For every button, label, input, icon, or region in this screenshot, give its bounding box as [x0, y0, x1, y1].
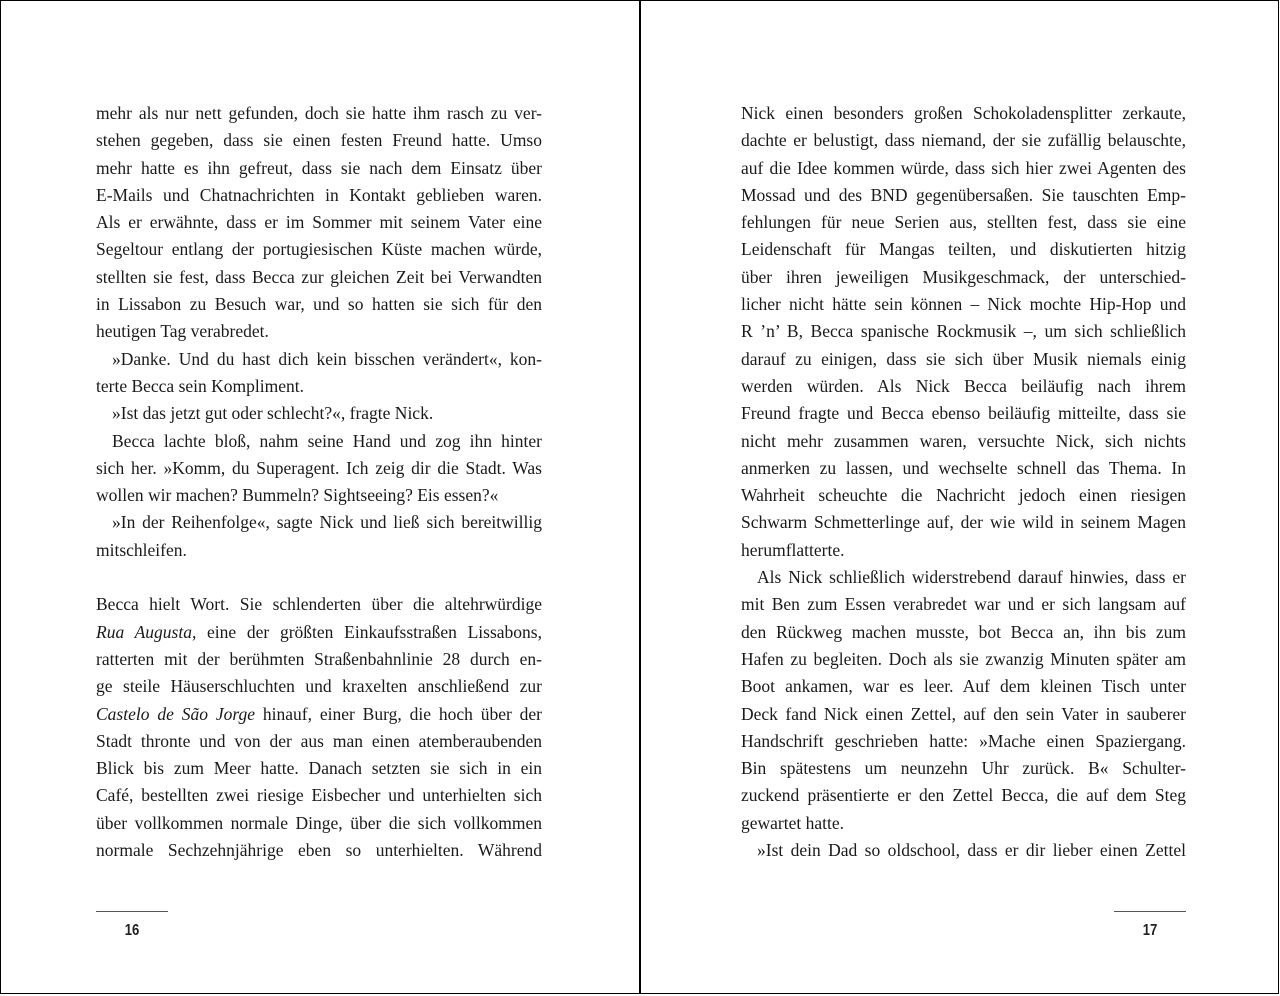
text-line: »In der Reihenfolge«, sagte Nick und ließ sich bereitwillig	[112, 512, 542, 533]
text-line: mit Ben zum Essen verabredet war und er sich langsam auf	[741, 594, 1186, 615]
text-line: mehr als nur nett gefunden, doch sie hatte ihm rasch zu ver-	[96, 103, 542, 123]
text-line: den Rückweg machen musste, bot Becca an, ihn bis zum	[741, 621, 1186, 642]
text-line: Becca hielt Wort. Sie schlenderten über die altehrwürdige	[96, 594, 542, 615]
text-line: Als Nick schließlich widerstrebend darauf hinwies, dass er	[757, 567, 1186, 588]
text-line: Als er erwähnte, dass er im Sommer mit seinem Vater eine	[96, 212, 542, 233]
text-line: in Lissabon zu Besuch war, und so hatten sie sich für den	[96, 294, 542, 315]
text-line: mitschleifen.	[96, 539, 187, 560]
text-line: normale Sechzehnjährige eben so unterhielten. Während	[96, 840, 542, 861]
text-line	[96, 564, 542, 591]
text-line: »Danke. Und du hast dich kein bisschen verändert«, kon-	[112, 348, 542, 369]
right-page	[640, 0, 1279, 994]
text-line: über ihren jeweiligen Musikgeschmack, der unterschied-	[741, 266, 1186, 287]
page-number-right: 17	[1142, 922, 1158, 939]
text-line: E-Mails und Chatnachrichten in Kontakt geblieben waren.	[96, 184, 542, 205]
text-line: ge steile Häuserschluchten und kraxelten anschließend zur	[96, 676, 542, 697]
text-line: licher nicht hätte sein können – Nick mochte Hip-Hop und	[741, 294, 1186, 315]
text-line: Becca lachte bloß, nahm seine Hand und zog ihn hinter	[112, 430, 542, 451]
text-line: Wahrheit scheuchte die Nachricht jedoch einen riesigen	[741, 485, 1186, 506]
right-page-text	[741, 100, 1186, 864]
text-line: Blick bis zum Meer hatte. Danach setzten sie sich in ein	[96, 758, 542, 779]
text-line: Mossad und des BND gegenübersaßen. Sie tauschten Emp-	[741, 184, 1186, 205]
page-number-rule	[1114, 911, 1186, 912]
text-line: »Ist das jetzt gut oder schlecht?«, fragte Nick.	[112, 403, 434, 424]
left-page	[0, 0, 640, 994]
text-line: Bin spätestens um neunzehn Uhr zurück. B« Schulter-	[741, 758, 1186, 779]
text-line: Hafen zu begleiten. Doch als sie zwanzig Minuten später am	[741, 648, 1186, 669]
text-line: wollen wir machen? Bummeln? Sightseeing? Eis essen?«	[96, 485, 499, 506]
text-line: herumflatterte.	[741, 539, 845, 560]
text-line: auf die Idee kommen würde, dass sich hier zwei Agenten des	[741, 157, 1186, 178]
text-line: heutigen Tag verabredet.	[96, 321, 269, 342]
text-line: sich her. »Komm, du Superagent. Ich zeig dir die Stadt. Was	[96, 457, 542, 478]
text-line: Boot ankamen, war es leer. Auf dem kleinen Tisch unter	[741, 676, 1186, 697]
text-line: fehlungen für neue Serien aus, stellten fest, dass sie eine	[741, 212, 1186, 233]
text-line: mehr hatte es ihn gefreut, dass sie nach dem Einsatz über	[96, 157, 542, 178]
text-line: Segeltour entlang der portugiesischen Küste machen würde,	[96, 239, 542, 260]
text-line: stehen gegeben, dass sie einen festen Freund hatte. Umso	[96, 130, 542, 151]
text-line: gewartet hatte.	[741, 812, 845, 833]
page-number-rule	[96, 911, 168, 912]
text-line: Castelo de São Jorge hinauf, einer Burg, die hoch über der	[96, 703, 543, 724]
text-line: terte Becca sein Kompliment.	[96, 375, 304, 396]
text-line: Stadt thronte und von der aus man einen atemberaubenden	[96, 730, 542, 751]
text-line: R ’n’ B, Becca spanische Rockmusik –, um sich schließlich	[741, 321, 1186, 342]
text-line: anmerken zu lassen, und wechselte schnell das Thema. In	[741, 457, 1186, 478]
text-line: stellten sie fest, dass Becca zur gleichen Zeit bei Verwandten	[96, 266, 542, 287]
text-line: Handschrift geschrieben hatte: »Mache einen Spaziergang.	[741, 730, 1186, 751]
text-line: Schwarm Schmetterlinge auf, der wie wild in seinem Magen	[741, 512, 1186, 533]
text-line: darauf zu einigen, dass sie sich über Musik niemals einig	[741, 348, 1186, 369]
text-line: Rua Augusta, eine der größten Einkaufsstraßen Lissabons,	[96, 621, 542, 642]
text-line: zuckend präsentierte er den Zettel Becca, die auf dem Steg	[741, 785, 1186, 806]
text-line: dachte er belustigt, dass niemand, der sie zufällig belauschte,	[741, 130, 1186, 151]
text-line: Nick einen besonders großen Schokoladensplitter zerkaute,	[741, 103, 1186, 123]
text-line: »Ist dein Dad so oldschool, dass er dir lieber einen Zettel	[757, 840, 1186, 861]
text-line: Café, bestellten zwei riesige Eisbecher und unterhielten sich	[96, 785, 542, 806]
left-page-text	[96, 100, 542, 864]
text-line: Deck fand Nick einen Zettel, auf den sein Vater in sauberer	[741, 703, 1186, 724]
text-line: über vollkommen normale Dinge, über die sich vollkommen	[96, 812, 542, 833]
text-line: Freund fragte und Becca ebenso beiläufig mitteilte, dass sie	[741, 403, 1186, 424]
text-line: Leidenschaft für Mangas teilten, und diskutierten hitzig	[741, 239, 1186, 260]
text-line: nicht mehr zusammen waren, versuchte Nick, sich nichts	[741, 430, 1186, 451]
page-number-left: 16	[124, 922, 140, 939]
text-line: werden würden. Als Nick Becca beiläufig nach ihrem	[741, 375, 1186, 396]
text-line: ratterten mit der berühmten Straßenbahnlinie 28 durch en-	[96, 648, 542, 669]
